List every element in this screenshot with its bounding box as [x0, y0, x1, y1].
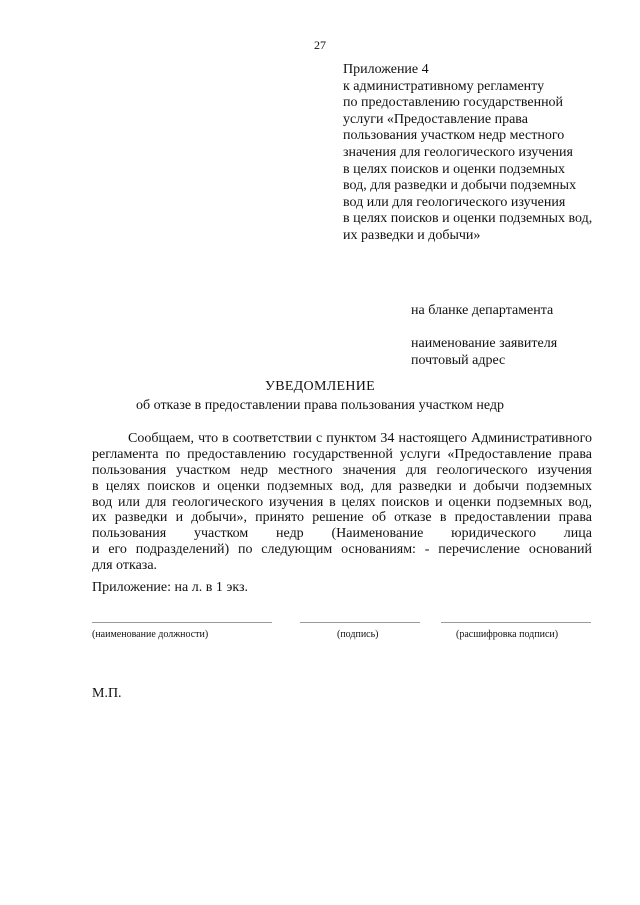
body-line: в целях поисков и оценки подземных вод, для разведки и добычи подземных — [92, 478, 592, 494]
attachment-line: Приложение: на л. в 1 экз. — [92, 580, 248, 595]
recipient-name: наименование заявителя — [411, 336, 558, 351]
appendix-line: Приложение 4 — [343, 62, 429, 77]
appendix-line: услуги «Предоставление права — [343, 111, 528, 127]
decoding-label: (расшифровка подписи) — [456, 629, 559, 640]
body-line: пользования участком недр местного значения для геологического изучения — [92, 462, 592, 478]
document-subtitle: об отказе в предоставлении права пользования участком недр — [136, 398, 504, 413]
appendix-line: вод, для разведки и добычи подземных — [343, 178, 577, 194]
appendix-line: к административному регламенту — [343, 78, 545, 94]
signature-line — [300, 622, 420, 623]
position-signature-line — [92, 622, 272, 623]
body-line: вод или для геологического изучения в целях поисков и оценки подземных вод, — [92, 494, 592, 510]
notice-body — [92, 431, 592, 574]
signature-label: (подпись) — [337, 629, 379, 640]
appendix-line: пользования участком недр местного — [343, 128, 565, 144]
appendix-line: в целях поисков и оценки подземных вод, — [343, 211, 593, 227]
appendix-line: по предоставлению государственной — [343, 95, 564, 111]
appendix-line: значения для геологического изучения — [343, 144, 573, 160]
appendix-header — [343, 62, 613, 245]
appendix-line: вод или для геологического изучения — [343, 194, 566, 210]
body-line: их разведки и добычи», принято решение об отказе в предоставлении права — [92, 510, 592, 526]
appendix-line: их разведки и добычи» — [343, 227, 481, 243]
page-number: 27 — [314, 38, 326, 52]
stamp-place: М.П. — [92, 686, 122, 701]
document-title: УВЕДОМЛЕНИЕ — [264, 379, 376, 394]
body-line: Сообщаем, что в соответствии с пунктом 34 настоящего Административного — [128, 431, 592, 446]
decoding-signature-line — [441, 622, 591, 623]
letterhead-note: на бланке департамента — [411, 303, 554, 318]
body-line: регламента по предоставлению государственной услуги «Предоставление права — [92, 446, 592, 462]
body-line: и его подразделений) по следующим основаниям: - перечисление оснований — [92, 542, 592, 558]
position-label: (наименование должности) — [92, 629, 209, 640]
body-line: пользования участком недр (Наименование юридического лица — [92, 526, 592, 542]
appendix-line: в целях поисков и оценки подземных — [343, 161, 566, 177]
body-line: для отказа. — [92, 558, 158, 574]
recipient-address: почтовый адрес — [411, 353, 506, 368]
